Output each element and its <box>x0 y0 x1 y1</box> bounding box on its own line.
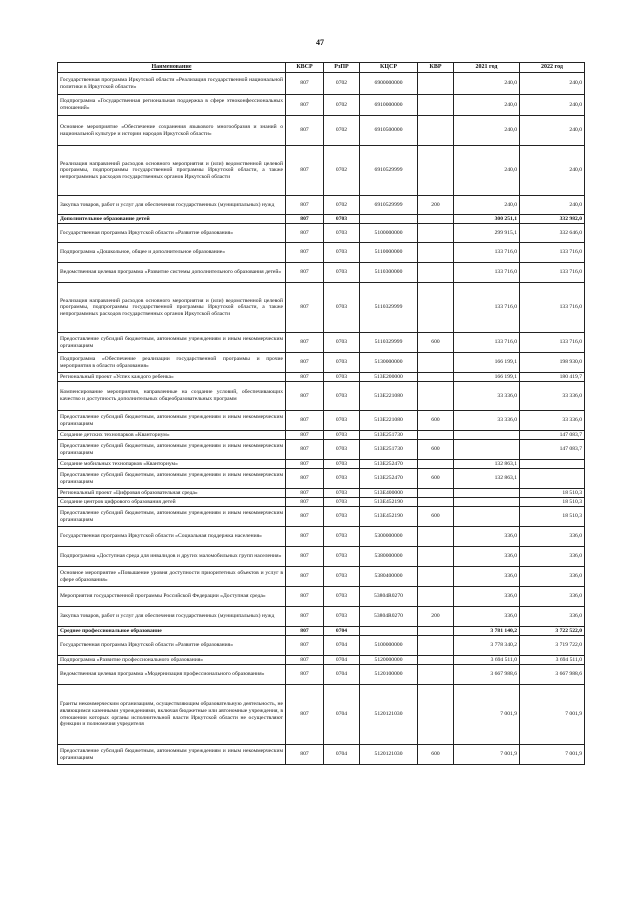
row-amount-2021: 240,0 <box>454 196 520 215</box>
row-name: Ведомственная целевая программа «Развитие системы дополнительного образования детей» <box>58 263 286 283</box>
row-amount-2022: 332 646,0 <box>520 224 585 243</box>
row-kcsr: 513E400000 <box>360 489 418 498</box>
row-rzpr: 0703 <box>324 460 360 469</box>
row-kvsr: 807 <box>286 745 324 765</box>
table-row <box>58 587 585 607</box>
table-row <box>58 243 585 263</box>
header-kvr: КВР <box>418 63 454 73</box>
table-row <box>58 333 585 353</box>
row-amount-2022: 18 510,3 <box>520 507 585 527</box>
row-name: Региональный проект «Цифровая образовательная среда» <box>58 489 286 498</box>
row-kvr <box>418 431 454 440</box>
row-rzpr: 0703 <box>324 440 360 460</box>
row-kcsr: 513E221080 <box>360 382 418 411</box>
row-kcsr: 513E251730 <box>360 431 418 440</box>
row-kcsr: 6910500000 <box>360 116 418 146</box>
row-kvsr: 807 <box>286 263 324 283</box>
row-name: Предоставление субсидий бюджетным, автономным учреждениям и иным некоммерческим организациям <box>58 411 286 431</box>
row-kcsr: 5380000000 <box>360 547 418 567</box>
row-rzpr: 0703 <box>324 243 360 263</box>
row-name: Государственная программа Иркутской области «Развитие образования» <box>58 636 286 656</box>
table-row <box>58 373 585 382</box>
row-rzpr: 0703 <box>324 587 360 607</box>
row-name: Дополнительное образование детей <box>58 215 286 224</box>
row-kvr <box>418 547 454 567</box>
row-amount-2022: 3 667 988,6 <box>520 665 585 685</box>
table-row <box>58 431 585 440</box>
row-kvsr: 807 <box>286 382 324 411</box>
row-kvr <box>418 587 454 607</box>
row-kvr: 600 <box>418 411 454 431</box>
table-row <box>58 460 585 469</box>
row-amount-2022: 336,0 <box>520 607 585 627</box>
row-rzpr: 0703 <box>324 283 360 333</box>
row-kvr <box>418 215 454 224</box>
table-row <box>58 607 585 627</box>
row-rzpr: 0702 <box>324 146 360 196</box>
row-kcsr: 513E252470 <box>360 469 418 489</box>
table-row <box>58 382 585 411</box>
row-name: Компенсирование мероприятия, направленные на создание условий, обеспечивающих качество и доступность дополнительных общеобразовательных программ <box>58 382 286 411</box>
row-kvsr: 807 <box>286 627 324 636</box>
row-kvr <box>418 116 454 146</box>
row-name: Государственная программа Иркутской области «Развитие образования» <box>58 224 286 243</box>
row-kcsr: 5120100000 <box>360 665 418 685</box>
row-amount-2021: 133 716,0 <box>454 333 520 353</box>
row-rzpr: 0702 <box>324 116 360 146</box>
row-name: Предоставление субсидий бюджетным, автономным учреждениям и иным некоммерческим организациям <box>58 440 286 460</box>
row-kvsr: 807 <box>286 283 324 333</box>
row-kvsr: 807 <box>286 460 324 469</box>
table-row <box>58 567 585 587</box>
row-kvr <box>418 636 454 656</box>
row-kvsr: 807 <box>286 567 324 587</box>
row-name: Подпрограмма «Доступная среда для инвалидов и других маломобильных групп населения» <box>58 547 286 567</box>
row-kvr <box>418 95 454 116</box>
header-2022: 2022 год <box>520 63 585 73</box>
row-name: Закупка товаров, работ и услуг для обеспечения государственных (муниципальных) нужд <box>58 196 286 215</box>
row-amount-2021: 3 667 988,6 <box>454 665 520 685</box>
row-amount-2022: 147 083,7 <box>520 431 585 440</box>
row-kcsr: 5380400000 <box>360 567 418 587</box>
row-rzpr: 0703 <box>324 353 360 373</box>
row-amount-2022: 240,0 <box>520 73 585 95</box>
row-amount-2022: 133 716,0 <box>520 283 585 333</box>
row-kcsr: 5110000000 <box>360 243 418 263</box>
table-row <box>58 498 585 507</box>
row-kvsr: 807 <box>286 431 324 440</box>
row-amount-2021: 133 716,0 <box>454 263 520 283</box>
row-kcsr: 513E251730 <box>360 440 418 460</box>
row-kvr <box>418 373 454 382</box>
row-name: Гранты некоммерческим организациям, осуществляющим образовательную деятельность, не являющимся казенными учреждениями, включая бюджетные или автономные учреждения, в отношении которых органы исполнительной власти Иркутской области не осуществляют функции и полномочия учредителя <box>58 685 286 745</box>
row-kvr <box>418 527 454 547</box>
row-amount-2021: 133 716,0 <box>454 283 520 333</box>
row-kvsr: 807 <box>286 224 324 243</box>
row-rzpr: 0703 <box>324 567 360 587</box>
row-rzpr: 0703 <box>324 489 360 498</box>
row-rzpr: 0703 <box>324 498 360 507</box>
row-kcsr: 5300000000 <box>360 527 418 547</box>
row-kcsr: 5130000000 <box>360 353 418 373</box>
row-name: Реализация направлений расходов основного мероприятия и (или) ведомственной целевой программы, подпрограммы государственной программы Иркутской области, а также непрограммных расходов государственных органов Иркутской области <box>58 283 286 333</box>
row-name: Региональный проект «Успех каждого ребенка» <box>58 373 286 382</box>
table-row <box>58 627 585 636</box>
row-amount-2021: 132 863,1 <box>454 460 520 469</box>
table-row <box>58 353 585 373</box>
row-kvsr: 807 <box>286 411 324 431</box>
row-amount-2021: 166 199,1 <box>454 373 520 382</box>
row-kvsr: 807 <box>286 243 324 263</box>
row-kvr: 600 <box>418 333 454 353</box>
row-rzpr: 0703 <box>324 224 360 243</box>
row-kvr <box>418 498 454 507</box>
row-amount-2021 <box>454 440 520 460</box>
row-kcsr: 6910529999 <box>360 196 418 215</box>
row-amount-2021: 3 781 140,2 <box>454 627 520 636</box>
table-row <box>58 745 585 765</box>
row-rzpr: 0703 <box>324 263 360 283</box>
row-amount-2022: 240,0 <box>520 146 585 196</box>
row-rzpr: 0703 <box>324 547 360 567</box>
row-kvsr: 807 <box>286 547 324 567</box>
row-amount-2022 <box>520 469 585 489</box>
row-rzpr: 0703 <box>324 607 360 627</box>
row-rzpr: 0702 <box>324 73 360 95</box>
row-name: Основное мероприятие «Обеспечение сохранения языкового многообразия и знаний о национальной культуре и истории народов Иркутской области» <box>58 116 286 146</box>
row-kvr <box>418 685 454 745</box>
row-name: Государственная программа Иркутской области «Социальная поддержка населения» <box>58 527 286 547</box>
row-kvsr: 807 <box>286 665 324 685</box>
row-amount-2022: 198 930,0 <box>520 353 585 373</box>
row-name: Предоставление субсидий бюджетным, автономным учреждениям и иным некоммерческим организациям <box>58 507 286 527</box>
row-kcsr: 5120121030 <box>360 745 418 765</box>
row-rzpr: 0704 <box>324 656 360 665</box>
row-amount-2022: 180 419,7 <box>520 373 585 382</box>
row-kvr <box>418 665 454 685</box>
row-kvr <box>418 146 454 196</box>
row-amount-2022: 18 510,3 <box>520 489 585 498</box>
row-kcsr: 5100000000 <box>360 224 418 243</box>
row-kvsr: 807 <box>286 73 324 95</box>
row-kvr: 200 <box>418 196 454 215</box>
row-amount-2021: 166 199,1 <box>454 353 520 373</box>
row-name: Создание центров цифрового образования детей <box>58 498 286 507</box>
row-kvr <box>418 353 454 373</box>
table-row <box>58 196 585 215</box>
table-row <box>58 656 585 665</box>
row-kvsr: 807 <box>286 685 324 745</box>
table-row <box>58 215 585 224</box>
row-kvr <box>418 224 454 243</box>
row-amount-2022: 3 694 511,0 <box>520 656 585 665</box>
table-row <box>58 116 585 146</box>
row-kcsr: 513E252470 <box>360 460 418 469</box>
row-amount-2022: 3 719 722,0 <box>520 636 585 656</box>
table-row <box>58 95 585 116</box>
row-kcsr: 53804R0270 <box>360 607 418 627</box>
row-kvr <box>418 263 454 283</box>
row-amount-2022: 7 001,9 <box>520 685 585 745</box>
row-amount-2021: 7 001,9 <box>454 745 520 765</box>
row-amount-2021: 299 915,1 <box>454 224 520 243</box>
row-amount-2022 <box>520 460 585 469</box>
row-name: Закупка товаров, работ и услуг для обеспечения государственных (муниципальных) нужд <box>58 607 286 627</box>
table-row <box>58 527 585 547</box>
row-kvsr: 807 <box>286 587 324 607</box>
row-kcsr: 513E452190 <box>360 507 418 527</box>
row-name: Подпрограмма «Дошкольное, общее и дополнительное образование» <box>58 243 286 263</box>
header-2021: 2021 год <box>454 63 520 73</box>
row-rzpr: 0703 <box>324 382 360 411</box>
row-name: Основное мероприятие «Повышение уровня доступности приоритетных объектов и услуг в сфере образования» <box>58 567 286 587</box>
row-rzpr: 0703 <box>324 215 360 224</box>
row-kcsr: 53804R0270 <box>360 587 418 607</box>
row-kcsr: 5120121030 <box>360 685 418 745</box>
row-amount-2022: 133 716,0 <box>520 243 585 263</box>
header-rzpr: РзПР <box>324 63 360 73</box>
row-kvsr: 807 <box>286 527 324 547</box>
table-row <box>58 665 585 685</box>
row-kvr: 600 <box>418 507 454 527</box>
row-kvr <box>418 460 454 469</box>
row-kvr <box>418 382 454 411</box>
row-rzpr: 0703 <box>324 373 360 382</box>
row-name: Государственная программа Иркутской области «Реализация государственной национальной политики в Иркутской области» <box>58 73 286 95</box>
row-kvsr: 807 <box>286 146 324 196</box>
row-amount-2022: 240,0 <box>520 196 585 215</box>
row-kvsr: 807 <box>286 489 324 498</box>
row-amount-2021: 336,0 <box>454 587 520 607</box>
row-kvsr: 807 <box>286 656 324 665</box>
table-row <box>58 547 585 567</box>
row-amount-2021: 240,0 <box>454 146 520 196</box>
row-amount-2022: 33 336,0 <box>520 411 585 431</box>
row-kvr <box>418 73 454 95</box>
row-kvsr: 807 <box>286 333 324 353</box>
budget-table <box>57 62 585 765</box>
row-kcsr: 6910529999 <box>360 146 418 196</box>
row-rzpr: 0703 <box>324 431 360 440</box>
row-amount-2022: 133 716,0 <box>520 263 585 283</box>
row-name: Реализация направлений расходов основного мероприятия и (или) ведомственной целевой программы, подпрограммы государственной программы Иркутской области, а также непрограммных расходов государственных органов Иркутской области <box>58 146 286 196</box>
table-row <box>58 411 585 431</box>
row-kvsr: 807 <box>286 440 324 460</box>
table-row <box>58 73 585 95</box>
table-row <box>58 224 585 243</box>
row-rzpr: 0704 <box>324 627 360 636</box>
row-kvr <box>418 243 454 263</box>
header-kvsr: КВСР <box>286 63 324 73</box>
row-kvr <box>418 656 454 665</box>
row-name: Создание детских технопарков «Кванториум» <box>58 431 286 440</box>
table-row <box>58 440 585 460</box>
row-rzpr: 0703 <box>324 527 360 547</box>
header-name: Наименование <box>58 63 286 73</box>
row-kvsr: 807 <box>286 373 324 382</box>
row-amount-2022: 240,0 <box>520 95 585 116</box>
row-amount-2022: 336,0 <box>520 547 585 567</box>
row-kcsr: 5120000000 <box>360 656 418 665</box>
row-kvsr: 807 <box>286 469 324 489</box>
row-kcsr: 5100000000 <box>360 636 418 656</box>
row-kcsr <box>360 215 418 224</box>
row-rzpr: 0703 <box>324 507 360 527</box>
row-amount-2022: 18 510,3 <box>520 498 585 507</box>
row-kvsr: 807 <box>286 116 324 146</box>
row-rzpr: 0704 <box>324 685 360 745</box>
row-amount-2021 <box>454 489 520 498</box>
row-amount-2022: 133 716,0 <box>520 333 585 353</box>
row-kvr: 600 <box>418 745 454 765</box>
row-amount-2021: 33 336,0 <box>454 411 520 431</box>
row-kvr <box>418 567 454 587</box>
row-kvsr: 807 <box>286 607 324 627</box>
row-name: Предоставление субсидий бюджетным, автономным учреждениям и иным некоммерческим организациям <box>58 745 286 765</box>
table-row <box>58 685 585 745</box>
row-kcsr: 513E452190 <box>360 498 418 507</box>
table-row <box>58 636 585 656</box>
row-amount-2021: 132 863,1 <box>454 469 520 489</box>
table-row <box>58 146 585 196</box>
row-amount-2021: 3 694 511,0 <box>454 656 520 665</box>
row-rzpr: 0702 <box>324 95 360 116</box>
row-amount-2021 <box>454 507 520 527</box>
row-kcsr <box>360 627 418 636</box>
row-amount-2021: 300 251,1 <box>454 215 520 224</box>
row-kvr: 600 <box>418 469 454 489</box>
row-name: Среднее профессиональное образование <box>58 627 286 636</box>
row-name: Мероприятия государственной программы Российской Федерации «Доступная среда» <box>58 587 286 607</box>
row-rzpr: 0704 <box>324 745 360 765</box>
row-amount-2022: 336,0 <box>520 567 585 587</box>
row-kvsr: 807 <box>286 507 324 527</box>
row-amount-2022: 240,0 <box>520 116 585 146</box>
row-amount-2022: 336,0 <box>520 527 585 547</box>
row-kcsr: 5110300000 <box>360 263 418 283</box>
row-kvsr: 807 <box>286 498 324 507</box>
row-kvr: 200 <box>418 607 454 627</box>
row-name: Предоставление субсидий бюджетным, автономным учреждениям и иным некоммерческим организациям <box>58 469 286 489</box>
row-name: Создание мобильных технопарков «Кванториум» <box>58 460 286 469</box>
row-amount-2022: 336,0 <box>520 587 585 607</box>
table-row <box>58 283 585 333</box>
row-kvr <box>418 627 454 636</box>
row-kvsr: 807 <box>286 196 324 215</box>
row-kcsr: 5110329999 <box>360 333 418 353</box>
row-kvsr: 807 <box>286 353 324 373</box>
row-amount-2022: 7 001,9 <box>520 745 585 765</box>
row-amount-2021: 240,0 <box>454 73 520 95</box>
row-amount-2021: 336,0 <box>454 567 520 587</box>
row-amount-2021: 33 336,0 <box>454 382 520 411</box>
row-amount-2021: 336,0 <box>454 547 520 567</box>
row-kcsr: 513E200000 <box>360 373 418 382</box>
table-header-row <box>58 63 585 73</box>
row-amount-2021 <box>454 498 520 507</box>
row-amount-2021: 3 778 340,2 <box>454 636 520 656</box>
row-kcsr: 5110329999 <box>360 283 418 333</box>
row-rzpr: 0703 <box>324 469 360 489</box>
table-row <box>58 469 585 489</box>
table-row <box>58 263 585 283</box>
row-name: Ведомственная целевая программа «Модернизация профессионального образования» <box>58 665 286 685</box>
row-amount-2022: 332 982,0 <box>520 215 585 224</box>
row-rzpr: 0704 <box>324 665 360 685</box>
row-amount-2021: 7 001,9 <box>454 685 520 745</box>
row-amount-2021: 240,0 <box>454 116 520 146</box>
row-amount-2022: 3 722 522,0 <box>520 627 585 636</box>
row-name: Подпрограмма «Обеспечение реализации государственной программы и прочие мероприятия в области образования» <box>58 353 286 373</box>
row-kvr <box>418 489 454 498</box>
row-amount-2022: 33 336,0 <box>520 382 585 411</box>
row-amount-2021: 336,0 <box>454 607 520 627</box>
row-kcsr: 513E221080 <box>360 411 418 431</box>
row-kvr: 600 <box>418 440 454 460</box>
row-amount-2021: 336,0 <box>454 527 520 547</box>
page-number: 47 <box>316 38 324 47</box>
row-kvsr: 807 <box>286 215 324 224</box>
row-rzpr: 0703 <box>324 411 360 431</box>
row-kcsr: 6900000000 <box>360 73 418 95</box>
row-name: Предоставление субсидий бюджетным, автономным учреждениям и иным некоммерческим организациям <box>58 333 286 353</box>
row-rzpr: 0702 <box>324 196 360 215</box>
row-amount-2022: 147 083,7 <box>520 440 585 460</box>
row-kvsr: 807 <box>286 636 324 656</box>
row-kvr <box>418 283 454 333</box>
row-rzpr: 0703 <box>324 333 360 353</box>
row-name: Подпрограмма «Развитие профессионального образования» <box>58 656 286 665</box>
table-row <box>58 507 585 527</box>
row-amount-2021: 133 716,0 <box>454 243 520 263</box>
row-kcsr: 6910000000 <box>360 95 418 116</box>
row-name: Подпрограмма «Государственная региональная поддержка в сфере этноконфессиональных отношений» <box>58 95 286 116</box>
row-kvsr: 807 <box>286 95 324 116</box>
row-rzpr: 0704 <box>324 636 360 656</box>
row-amount-2021: 240,0 <box>454 95 520 116</box>
row-amount-2021 <box>454 431 520 440</box>
header-kcsr: КЦСР <box>360 63 418 73</box>
table-row <box>58 489 585 498</box>
